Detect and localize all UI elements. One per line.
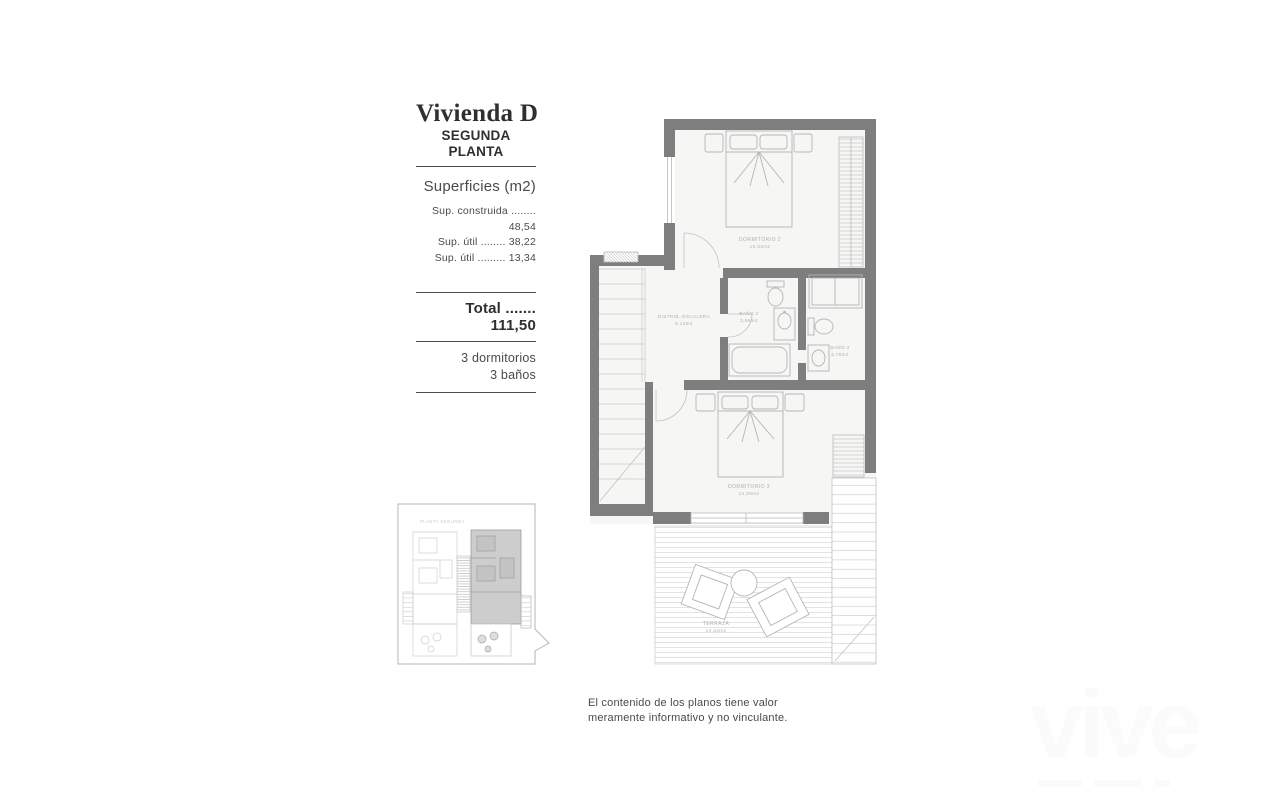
dormitorio3-area: 12,25m2 [738,491,760,496]
divider [416,292,536,293]
divider [416,341,536,342]
dormitorio2-label: DORMITORIO 2 [739,237,781,243]
distribuidor-area: 8,14m2 [675,321,693,326]
dormitorio2-area: 15,84m2 [749,244,771,249]
bano3-area: 3,75m2 [831,352,849,357]
bano2-area: 3,56m2 [740,318,758,323]
divider [416,392,536,393]
watermark-bars [1038,780,1280,787]
mini-plan-label: PLANTA SEGUNDA [420,519,465,524]
info-panel [416,100,539,393]
dormitorio3-label: DORMITORIO 3 [728,484,770,490]
watermark-logo [1030,671,1280,787]
floor-plan [588,105,888,680]
surfaces-heading: Superficies (m2) [423,178,536,195]
disclaimer-line: El contenido de los planos tiene valor [588,697,778,709]
bano3-label: BAÑO 3 [830,345,850,350]
disclaimer [588,696,848,726]
disclaimer-line: meramente informativo y no vinculante. [588,712,788,724]
terraza-area: 13,34m2 [705,628,727,633]
terraza-label: TERRAZA [702,621,730,627]
floor-subtitle: SEGUNDA PLANTA [441,128,511,159]
surface-row: Sup. útil ........ 38,22 [437,236,536,248]
divider [416,166,536,167]
feature-bathrooms: 3 baños [490,368,536,382]
distribuidor-label: DISTRIB.-ESCALERA [657,314,711,319]
staircase [599,268,650,501]
round-table [731,570,757,596]
total-surface: Total ....... 111,50 [465,300,536,334]
features-list [416,350,536,384]
mini-stair-core [457,556,470,612]
wardrobe [833,435,864,477]
surface-row: Sup. útil ......... 13,34 [434,251,536,264]
feature-bedrooms: 3 dormitorios [461,351,536,365]
watermark-text: vive [1030,671,1197,778]
surface-row: Sup. construida ........ 48,54 [431,205,536,233]
mini-location-plan [396,502,558,668]
page-title: Vivienda D [416,100,539,127]
bano2-label: BAÑO 2 [739,311,759,316]
window-dormitorio2 [664,157,675,223]
